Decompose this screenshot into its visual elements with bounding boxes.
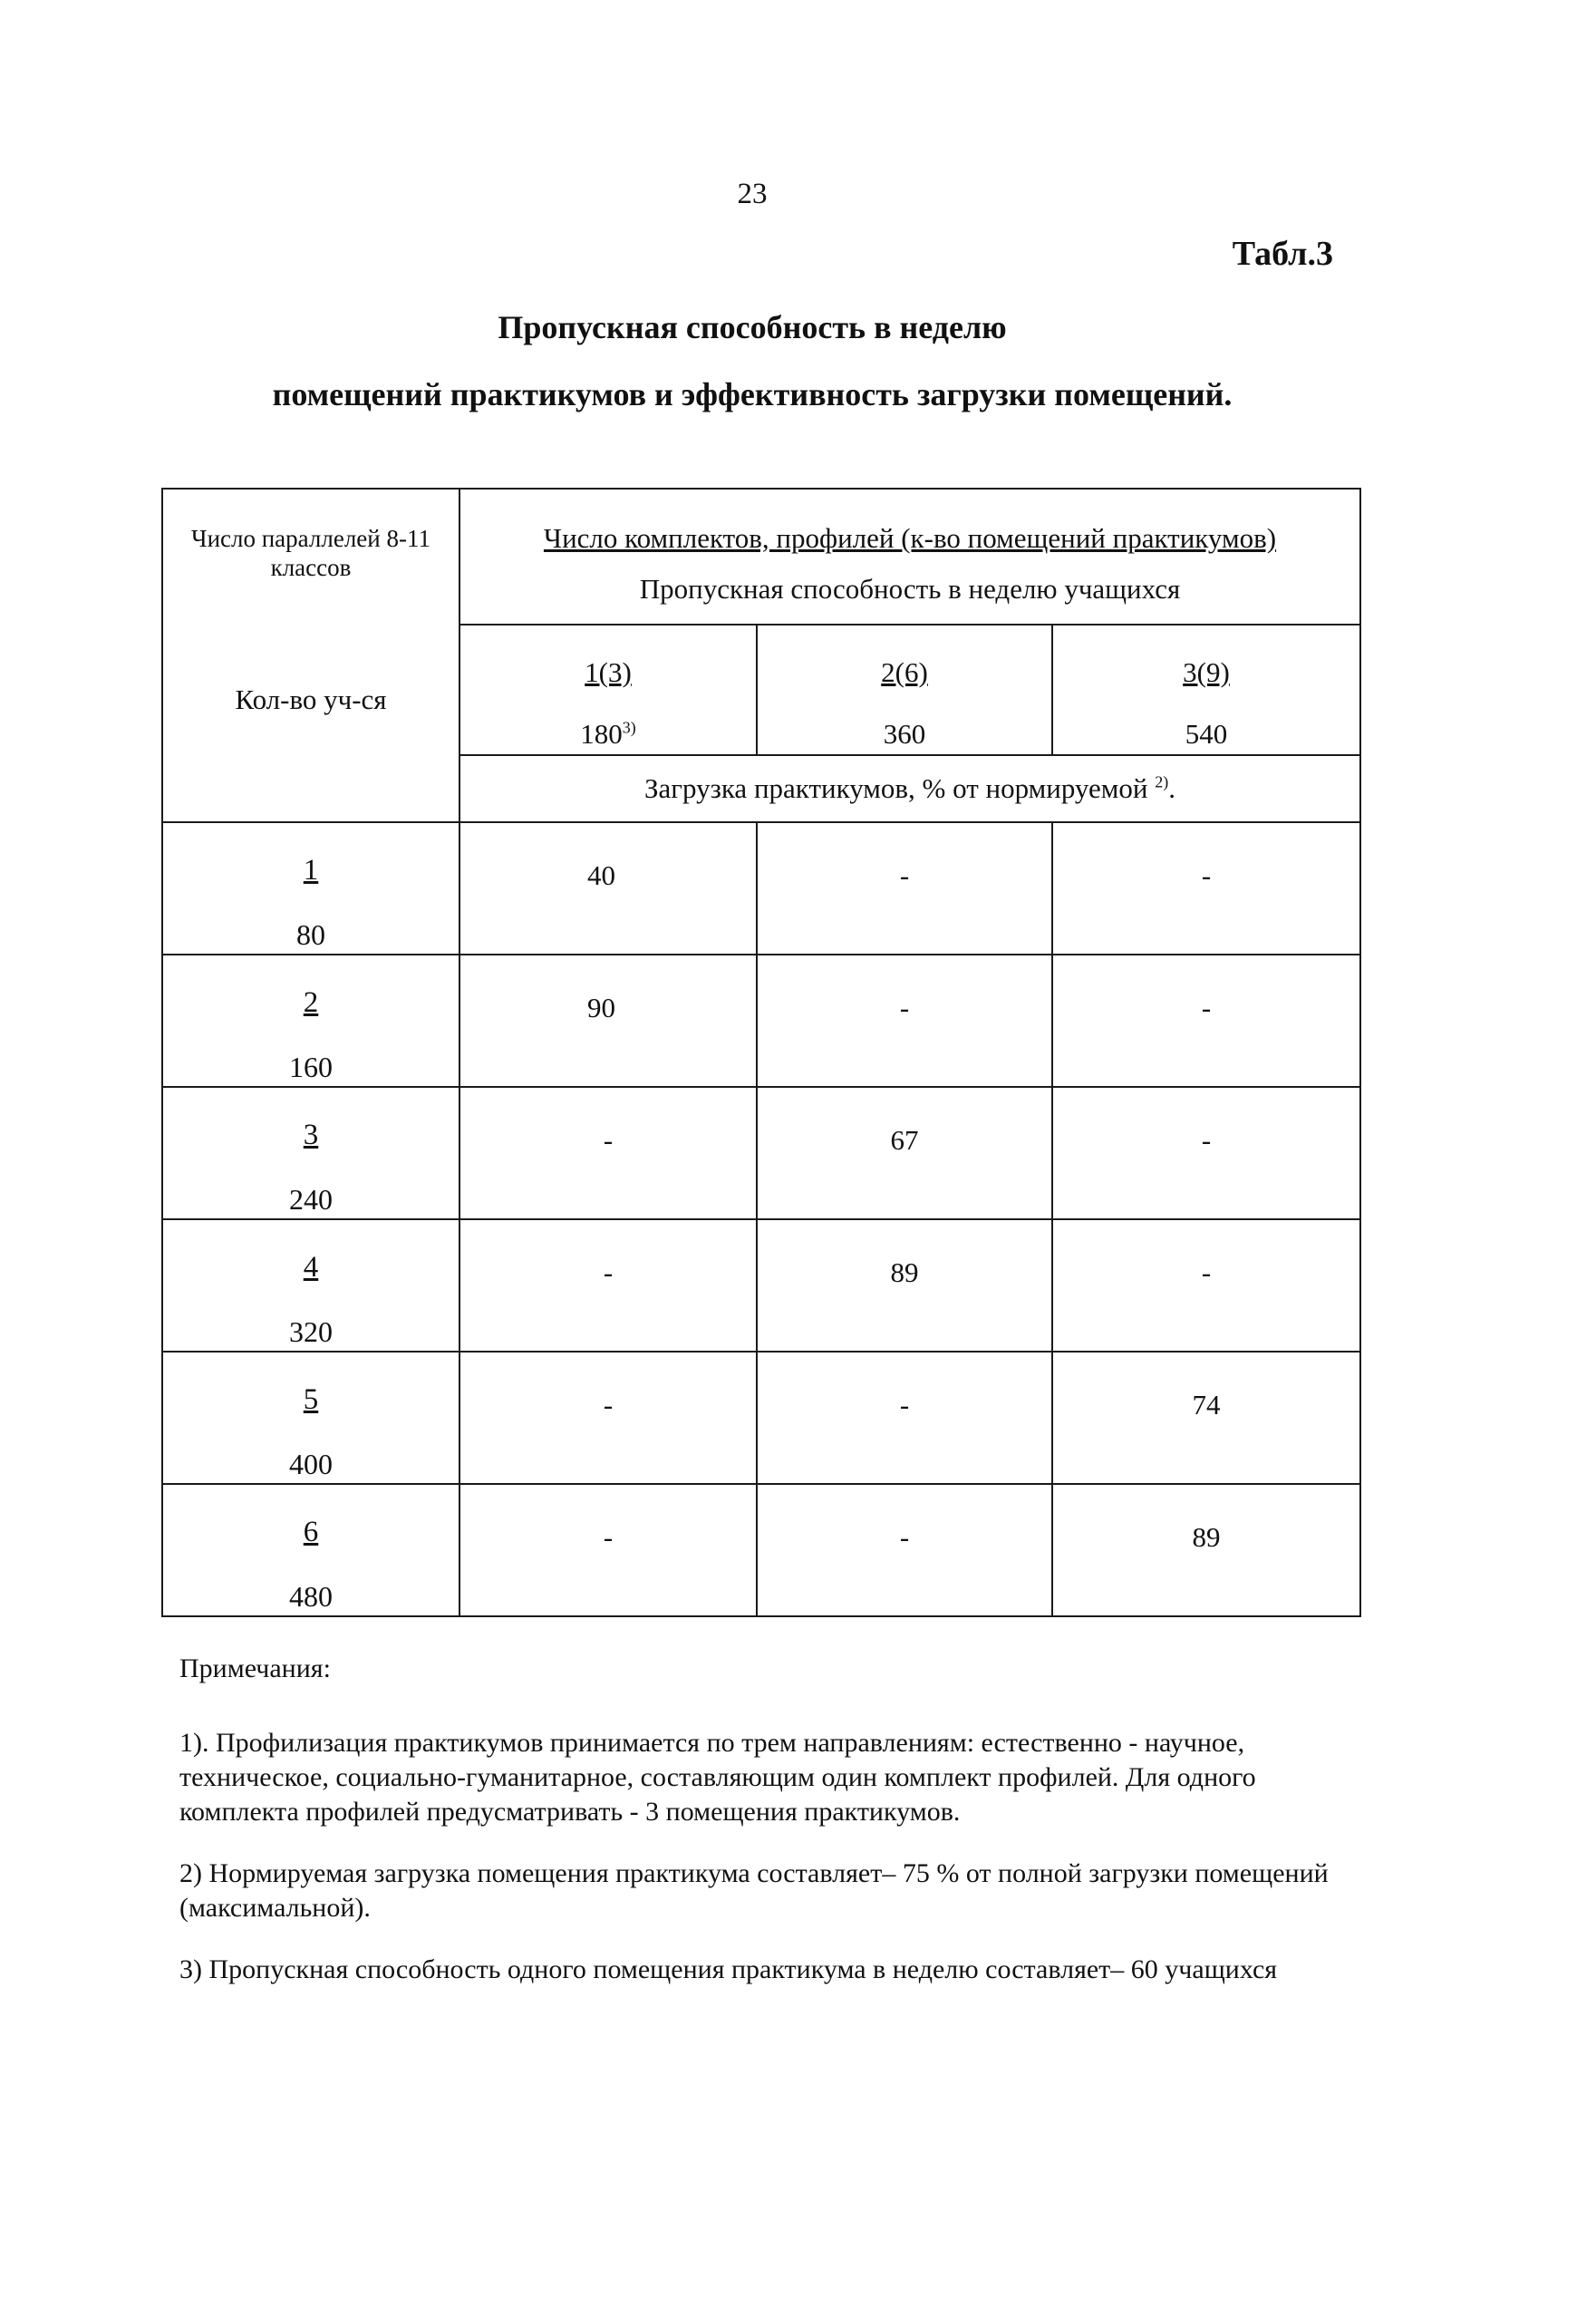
- load-cell: 89: [1052, 1484, 1360, 1616]
- students-value: 320: [289, 1315, 333, 1348]
- parallels-value: 3: [303, 1119, 319, 1151]
- parallels-value: 5: [303, 1383, 319, 1416]
- load-cell: -: [459, 1484, 757, 1616]
- table-row: [162, 955, 1360, 1087]
- row-header: [162, 1352, 459, 1484]
- parallels-value: 4: [303, 1251, 319, 1284]
- column-sets: 2(6): [881, 656, 928, 688]
- corner-header-cell: [162, 489, 459, 822]
- table-row: [162, 1352, 1360, 1484]
- students-value: 160: [289, 1051, 333, 1083]
- load-cell: -: [459, 1087, 757, 1219]
- table-label: Табл.3: [1232, 235, 1333, 273]
- load-cell: -: [1052, 1087, 1360, 1219]
- load-cell: 89: [757, 1219, 1052, 1352]
- row-header: [162, 955, 459, 1087]
- load-cell: -: [757, 1352, 1052, 1484]
- load-cell: 40: [459, 822, 757, 955]
- row-header: [162, 822, 459, 955]
- column-header-3: [1052, 625, 1360, 755]
- load-cell: -: [1052, 1219, 1360, 1352]
- capacity-header: Пропускная способность в неделю учащихся: [459, 555, 1360, 625]
- students-value: 400: [289, 1448, 333, 1480]
- load-cell: 90: [459, 955, 757, 1087]
- students-value: 240: [289, 1183, 333, 1216]
- sets-header: [459, 489, 1360, 555]
- table-title-line-1: Пропускная способность в неделю: [498, 309, 1007, 345]
- footnote-ref: 2): [1155, 772, 1169, 791]
- column-capacity: 180$^{3)}$: [580, 718, 636, 750]
- students-header: Кол-во уч-ся: [235, 684, 387, 715]
- table-row: [162, 822, 1360, 955]
- load-cell: 74: [1052, 1352, 1360, 1484]
- row-header: [162, 1484, 459, 1616]
- note-item: 1). Профилизация практикумов принимается по трем направлениям: естественно - научное, техническое, социально-гуманитарное, составляющим один комплект профилей. Для одного комплекта профилей предусматривать - 3 помещения практикумов.: [179, 1728, 1256, 1827]
- column-sets: 1(3): [585, 656, 632, 688]
- column-sets: 3(9): [1183, 656, 1230, 688]
- load-cell: -: [459, 1219, 757, 1352]
- students-value: 80: [296, 918, 325, 951]
- table-row: [162, 1219, 1360, 1352]
- table-title-line-2: помещений практикумов и эффективность загрузки помещений.: [272, 376, 1233, 412]
- students-value: 480: [289, 1580, 333, 1613]
- load-header: Загрузка практикумов, % от нормируемой $^{2)}$.: [459, 755, 1360, 822]
- parallels-value: 2: [303, 986, 319, 1019]
- load-cell: -: [1052, 955, 1360, 1087]
- load-cell: 67: [757, 1087, 1052, 1219]
- load-cell: -: [1052, 822, 1360, 955]
- sets-header-text: Число комплектов, профилей (к-во помещений практикумов): [543, 522, 1277, 554]
- notes-section: [179, 1652, 1358, 2014]
- page-number: 23: [737, 178, 768, 210]
- parallels-value: 6: [303, 1516, 319, 1548]
- row-header: [162, 1219, 459, 1352]
- capacity-table: [161, 488, 1361, 1617]
- parallels-header: Число параллелей 8-11 классов: [191, 525, 430, 581]
- load-cell: -: [459, 1352, 757, 1484]
- column-capacity: 540: [1185, 718, 1228, 750]
- column-header-1: [459, 625, 757, 755]
- load-cell: -: [757, 1484, 1052, 1616]
- table-row: [162, 1484, 1360, 1616]
- notes-heading: Примечания:: [179, 1653, 331, 1683]
- load-cell: -: [757, 822, 1052, 955]
- note-item: 3) Пропускная способность одного помещения практикума в неделю составляет– 60 учащихся: [179, 1954, 1278, 1984]
- row-header: [162, 1087, 459, 1219]
- table-row: [162, 1087, 1360, 1219]
- column-header-2: [757, 625, 1052, 755]
- load-cell: -: [757, 955, 1052, 1087]
- note-item: 2) Нормируемая загрузка помещения практикума составляет– 75 % от полной загрузки помещений (максимальной).: [179, 1858, 1329, 1923]
- footnote-ref: 3): [622, 718, 636, 737]
- parallels-value: 1: [303, 854, 319, 887]
- column-capacity: 360: [883, 718, 926, 750]
